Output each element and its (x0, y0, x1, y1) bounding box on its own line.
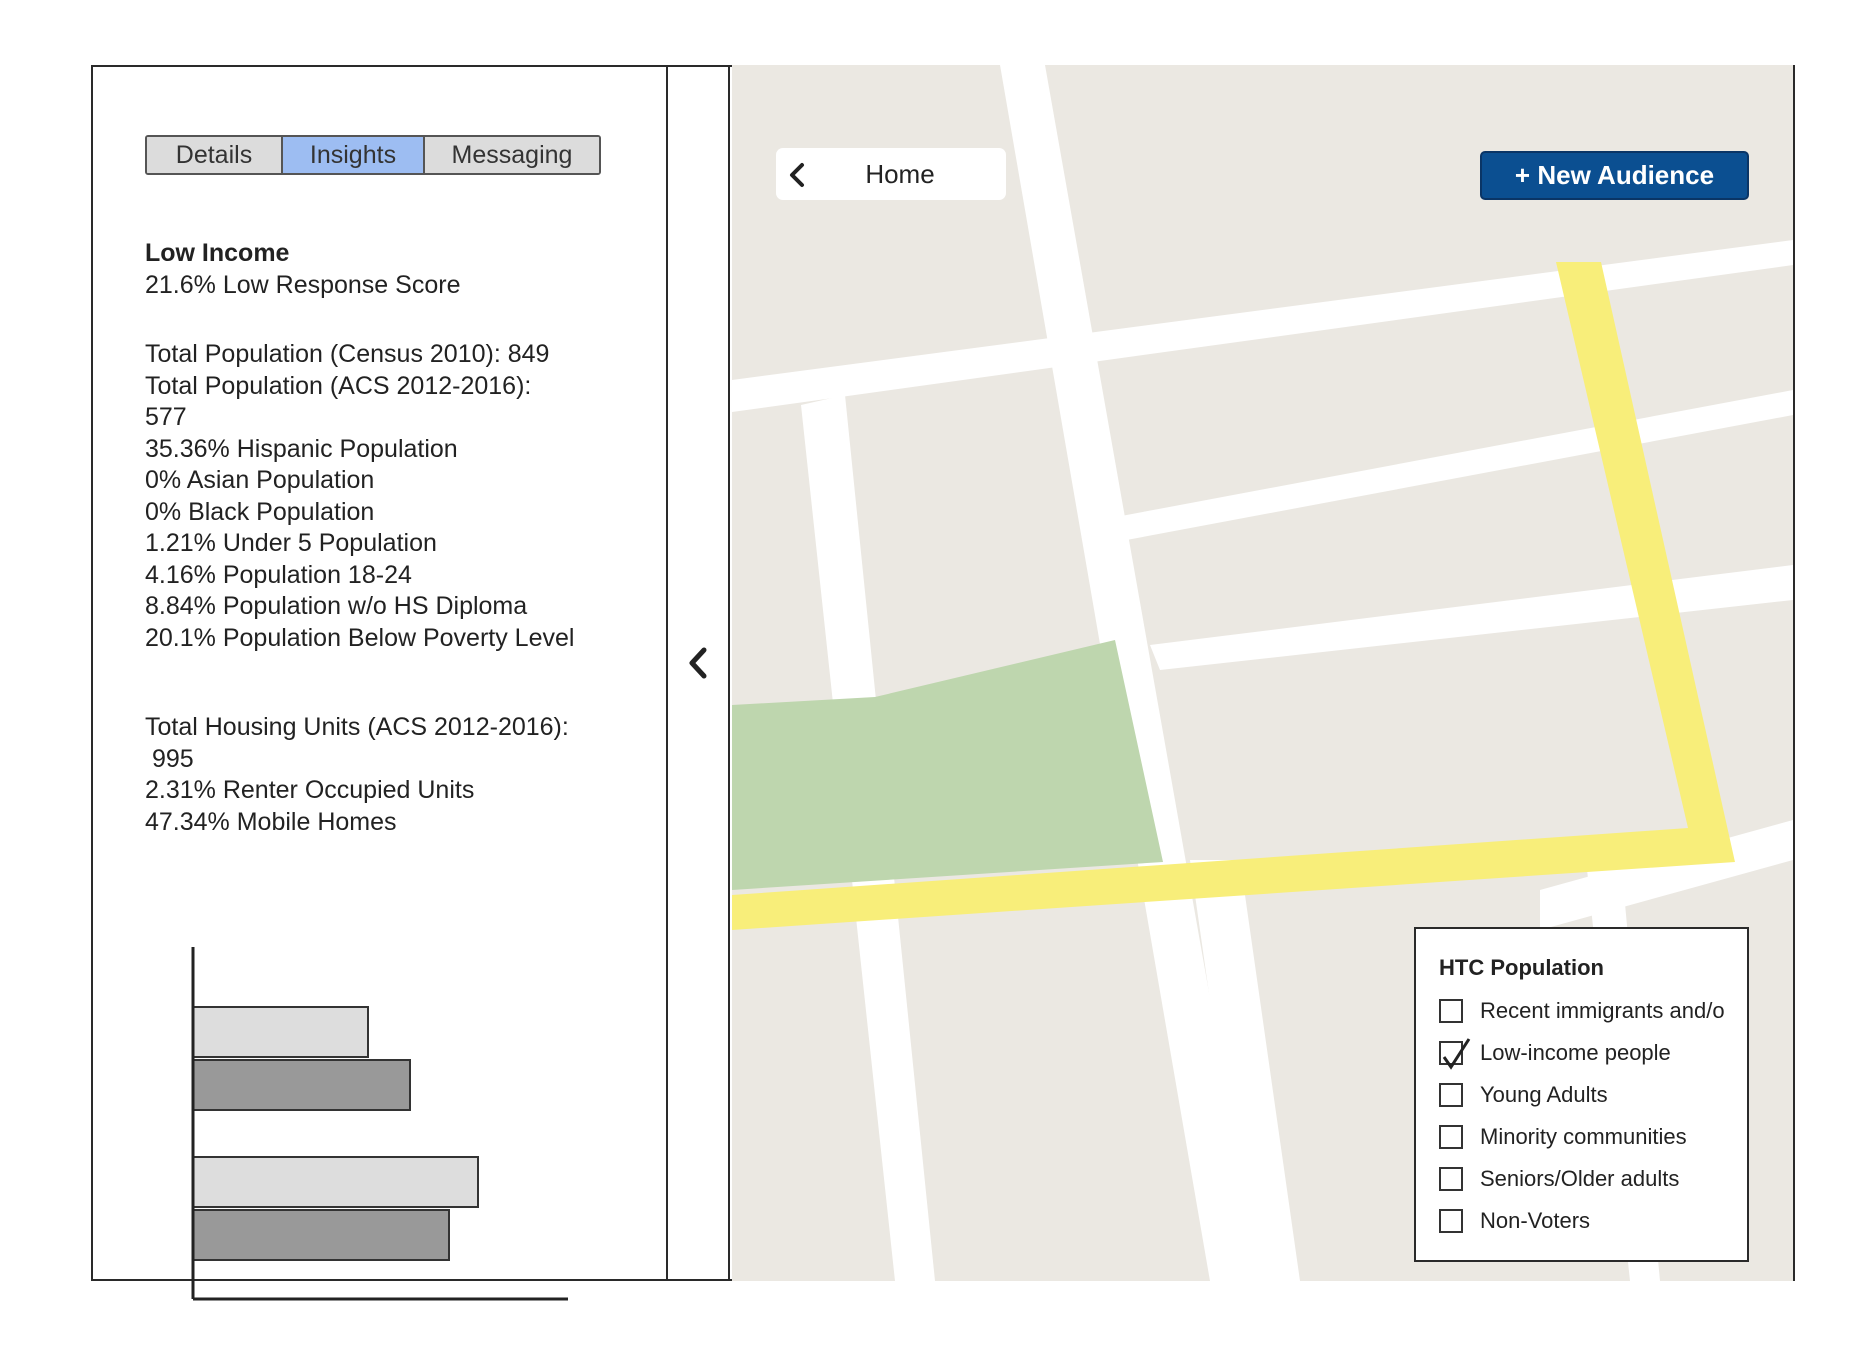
checkbox[interactable] (1439, 1209, 1463, 1233)
stat-line: 8.84% Population w/o HS Diploma (145, 592, 528, 620)
checkbox[interactable] (1439, 1167, 1463, 1191)
stat-line: Total Housing Units (ACS 2012-2016): (145, 713, 569, 741)
audience-title: Low Income (145, 239, 290, 267)
legend-item[interactable] (1439, 1039, 1671, 1067)
response-score: 21.6% Low Response Score (145, 270, 461, 299)
legend-title: HTC Population (1439, 955, 1604, 980)
htc-population-legend (1414, 927, 1749, 1262)
checkmark-icon (1439, 1035, 1473, 1073)
insights-bar-chart (173, 877, 573, 1307)
home-button[interactable] (776, 148, 1006, 200)
stat-line: 35.36% Hispanic Population (145, 434, 458, 463)
legend-item[interactable] (1439, 1165, 1679, 1193)
legend-item-label: Recent immigrants and/o (1480, 998, 1725, 1023)
checkbox[interactable] (1439, 1125, 1463, 1149)
legend-item[interactable] (1439, 1081, 1608, 1109)
legend-item-label: Low-income people (1480, 1040, 1671, 1065)
tab-messaging[interactable]: Messaging (423, 137, 599, 173)
chart-bar (193, 1007, 368, 1057)
housing-stats (145, 712, 569, 838)
stat-line: 0% Black Population (145, 497, 375, 526)
legend-item[interactable] (1439, 997, 1725, 1025)
legend-item[interactable] (1439, 1207, 1590, 1235)
stat-line: Total Population (Census 2010): 849 (145, 340, 550, 368)
new-audience-button[interactable]: + New Audience (1480, 151, 1749, 200)
legend-item-label: Minority communities (1480, 1124, 1687, 1149)
collapse-panel-toggle[interactable] (666, 67, 730, 1279)
stat-line: 577 (145, 403, 187, 431)
stat-line: 995 (145, 744, 194, 773)
legend-item-label: Young Adults (1480, 1082, 1608, 1107)
checkbox[interactable] (1439, 1083, 1463, 1107)
stat-line: Total Population (ACS 2012-2016): (145, 371, 532, 400)
checkbox[interactable] (1439, 999, 1463, 1023)
stat-line: 4.16% Population 18-24 (145, 560, 412, 589)
tab-bar (145, 135, 601, 175)
audience-summary (145, 238, 460, 301)
legend-item[interactable] (1439, 1123, 1687, 1151)
checkbox[interactable] (1439, 1041, 1463, 1065)
chart-bar (193, 1157, 478, 1207)
tab-insights[interactable]: Insights (281, 137, 423, 173)
population-stats (145, 339, 574, 654)
chart-bar (193, 1060, 410, 1110)
chevron-left-icon (687, 647, 709, 679)
stat-line: 20.1% Population Below Poverty Level (145, 623, 575, 652)
chart-bar (193, 1210, 449, 1260)
insights-panel (93, 67, 666, 1279)
stat-line: 47.34% Mobile Homes (145, 807, 397, 836)
legend-item-label: Seniors/Older adults (1480, 1166, 1680, 1191)
stat-line: 2.31% Renter Occupied Units (145, 776, 475, 804)
home-label: Home (865, 158, 935, 189)
tab-details[interactable]: Details (147, 137, 281, 173)
stat-line: 1.21% Under 5 Population (145, 529, 437, 557)
legend-item-label: Non-Voters (1480, 1208, 1591, 1233)
stat-line: 0% Asian Population (145, 466, 375, 494)
